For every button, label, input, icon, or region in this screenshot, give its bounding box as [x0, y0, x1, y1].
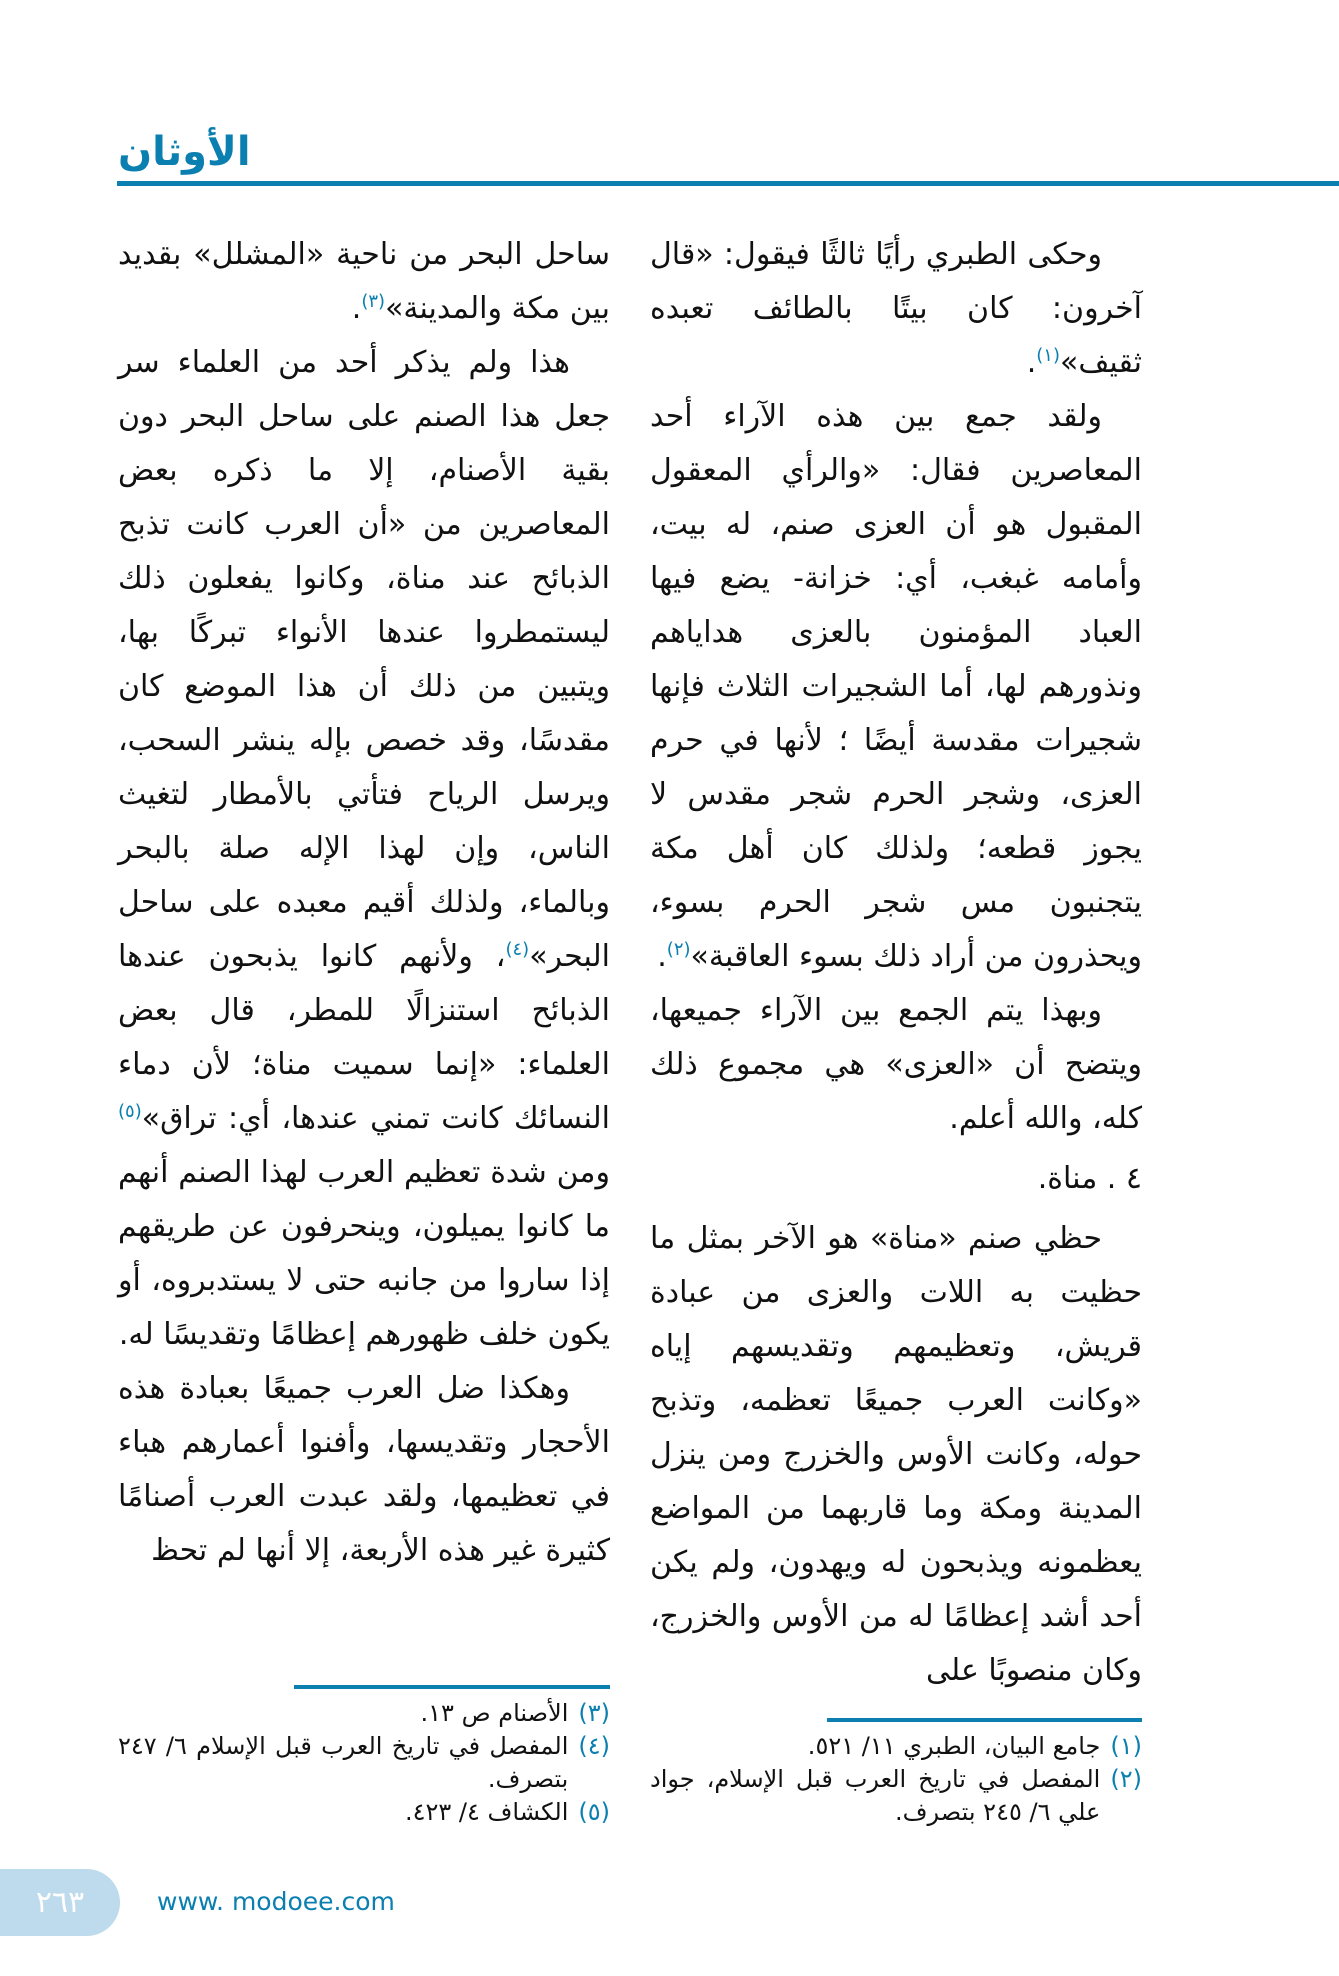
footnote-number: (٣) [578, 1699, 610, 1727]
paragraph-text: ساحل البحر من ناحية «المشلل» بقديد بين مكة والمدينة» [118, 237, 610, 326]
paragraph-text: هذا ولم يذكر أحد من العلماء سر جعل هذا الصنم على ساحل البحر دون بقية الأصنام، إلا ما ذكره بعض المعاصرين من «أن العرب كانت تذبح الذبائح عند مناة، وكانوا يفعلون ذلك ليستمطروا عندها الأنواء تبركًا بها، ويتبين من ذلك أن هذا الموضع كان مقدسًا، وقد خصص بإله ينشر السحب، ويرسل الرياح فتأتي بالأمطار لتغيث الناس، وإن لهذا الإله صلة بالبحر وبالماء، ولذلك أقيم معبده على ساحل البحر» [118, 345, 610, 974]
columns [0, 190, 1339, 1829]
paragraph [118, 228, 610, 336]
footnote [118, 1730, 610, 1796]
paragraph-text: وحكى الطبري رأيًا ثالثًا فيقول: «قال آخرون: كان بيتًا بالطائف تعبده ثقيف» [650, 237, 1142, 380]
page-footer [0, 1869, 1339, 1936]
footnote-text: جامع البيان، الطبري ١١/ ٥٢١. [807, 1732, 1101, 1760]
paragraph [650, 228, 1142, 390]
right-column [650, 228, 1142, 1698]
footnotes-left [118, 1697, 610, 1829]
page-number: ٢٦٣ [0, 1869, 120, 1936]
website-link[interactable]: www. modoee.com [157, 1887, 395, 1916]
spacer [650, 1698, 1142, 1718]
spacer [118, 1578, 610, 1685]
punct: . [1026, 345, 1037, 380]
paragraph: وبهذا يتم الجمع بين الآراء جميعها، ويتضح أن «العزى» هي مجموع ذلك كله، والله أعلم. [650, 993, 1142, 1136]
footnote-ref[interactable]: (٢) [666, 939, 691, 960]
right-column-wrap [650, 228, 1142, 1829]
punct: . [657, 939, 667, 974]
left-column [118, 228, 610, 1578]
footnote-text: المفصل في تاريخ العرب قبل الإسلام، جواد علي ٦/ ٢٤٥ بتصرف. [650, 1765, 1101, 1826]
footnote-number: (١) [1110, 1732, 1142, 1760]
footnote-ref[interactable]: (٥) [118, 1101, 142, 1122]
section-heading: ٤ . مناة. [1037, 1161, 1142, 1196]
paragraph: وهكذا ضل العرب جميعًا بعبادة هذه الأحجار وتقديسها، وأفنوا أعمارهم هباء في تعظيمها، ولقد عبدت العرب أصنامًا كثيرة غير هذه الأربعة، إلا أنها لم تحظ [118, 1371, 610, 1568]
paragraph-text: ، ولأنهم كانوا يذبحون عندها الذبائح استنزالًا للمطر، قال بعض العلماء: «إنما سميت مناة؛ لأن دماء النسائك كانت تمني عندها، أي: تراق» [118, 939, 610, 1136]
left-column-wrap [118, 228, 610, 1829]
footnote-number: (٥) [578, 1798, 610, 1826]
chapter-title: الأوثان [118, 129, 251, 175]
footnotes-right [650, 1730, 1142, 1829]
footnote [650, 1763, 1142, 1829]
page-header [0, 0, 1339, 190]
footnote [118, 1796, 610, 1829]
paragraph-text: ولقد جمع بين هذه الآراء أحد المعاصرين فقال: «والرأي المعقول المقبول هو أن العزى صنم، له بيت، وأمامه غبغب، أي: خزانة- يضع فيها العباد المؤمنون بالعزى هداياهم ونذورهم لها، أما الشجيرات الثلاث فإنها شجيرات مقدسة أيضًا ؛ لأنها في حرم العزى، وشجر الحرم شجر مقدس لا يجوز قطعه؛ ولذلك كان أهل مكة يتجنبون مس شجر الحرم بسوء، ويحذرون من أراد ذلك بسوء العاقبة» [650, 399, 1142, 974]
footnote-number: (٢) [1110, 1765, 1142, 1793]
paragraph [118, 336, 610, 1362]
footnote [650, 1730, 1142, 1763]
paragraph-text: ومن شدة تعظيم العرب لهذا الصنم أنهم ما كانوا يميلون، وينحرفون عن طريقهم إذا ساروا من جانبه حتى لا يستدبروه، أو يكون خلف ظهورهم إعظامًا وتقديسًا له. [118, 1155, 610, 1352]
footnote-text: الكشاف ٤/ ٤٢٣. [404, 1798, 569, 1826]
footnote [118, 1697, 610, 1730]
paragraph [650, 390, 1142, 984]
footnote-number: (٤) [578, 1732, 610, 1760]
punct: . [351, 291, 362, 326]
footnote-ref[interactable]: (٣) [361, 291, 386, 312]
footnote-text: الأصنام ص ١٣. [420, 1699, 569, 1727]
header-rule [117, 181, 1339, 186]
footnote-text: المفصل في تاريخ العرب قبل الإسلام ٦/ ٢٤٧ بتصرف. [118, 1732, 569, 1793]
paragraph: حظي صنم «مناة» هو الآخر بمثل ما حظيت به اللات والعزى من عبادة قريش، وتعظيمهم وتقديسهم إياه «وكانت العرب جميعًا تعظمه، وتذبح حوله، وكانت الأوس والخزرج ومن ينزل المدينة ومكة وما قاربهما من المواضع يعظمونه ويذبحون له ويهدون، ولم يكن أحد أشد إعظامًا له من الأوس والخزرج، وكان منصوبًا على [650, 1221, 1142, 1688]
footnote-rule [827, 1718, 1142, 1722]
footnote-ref[interactable]: (١) [1036, 345, 1060, 366]
footnote-rule [294, 1685, 610, 1689]
footnote-ref[interactable]: (٤) [505, 939, 530, 960]
